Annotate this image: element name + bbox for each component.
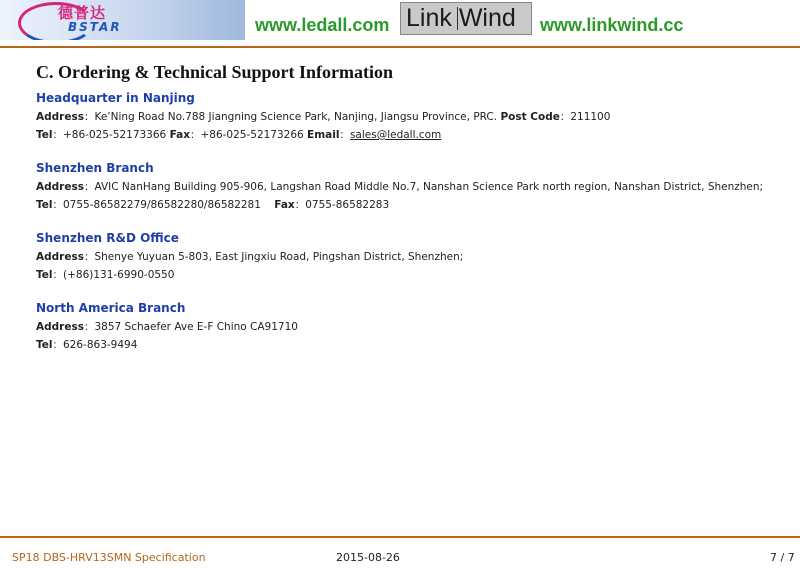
address-label: Address (36, 181, 84, 193)
contact-line (36, 266, 463, 284)
tel-value: ：+86-025-52173366 (52, 129, 170, 141)
fax-label: Fax (169, 129, 190, 141)
contact-line (36, 126, 610, 144)
section-heading: North America Branch (36, 301, 186, 315)
fax-value: ：0755-86582283 (294, 199, 390, 211)
footer-divider (0, 536, 800, 538)
tel-label: Tel (36, 199, 53, 211)
website-linkwind[interactable]: www.linkwind.cc (540, 15, 684, 35)
section-heading: Shenzhen R&D Office (36, 231, 179, 245)
tel-label: Tel (36, 339, 53, 351)
contact-line (36, 336, 298, 354)
logo-english-text: BSTAR (68, 20, 122, 34)
website-ledall[interactable]: www.ledall.com (255, 15, 390, 35)
linkwind-logo (400, 2, 532, 35)
address-label: Address (36, 251, 84, 263)
address-line (36, 178, 763, 196)
contact-line (36, 196, 763, 214)
address-line (36, 108, 610, 126)
email-label: Email (307, 129, 340, 141)
postcode-label: Post Code (500, 111, 560, 123)
header-divider (0, 46, 800, 48)
postcode-value: ：211100 (559, 111, 611, 123)
linkwind-logo-wind: Wind (458, 4, 516, 32)
email-separator: ： (339, 129, 350, 141)
page-header (0, 0, 800, 46)
address-line (36, 248, 463, 266)
address-label: Address (36, 111, 84, 123)
address-value: ：AVIC NanHang Building 905-906, Langshan Road Middle No.7, Nanshan Science Park north region, Nanshan District, Shenzhen; (83, 181, 764, 193)
tel-label: Tel (36, 129, 53, 141)
fax-label: Fax (274, 199, 295, 211)
page-title: C. Ordering & Technical Support Information (36, 62, 394, 82)
fax-value: ：+86-025-52173266 (189, 129, 308, 141)
section-heading: Shenzhen Branch (36, 161, 154, 175)
tel-value: ：(+86)131-6990-0550 (52, 269, 175, 281)
tel-value: ：0755-86582279/86582280/86582281 (52, 199, 275, 211)
email-link[interactable]: sales@ledall.com (349, 129, 442, 141)
footer-page-number: 7 / 7 (770, 551, 795, 564)
section-shenzhen-rd-office (36, 230, 463, 284)
tel-label: Tel (36, 269, 53, 281)
section-shenzhen-branch (36, 160, 763, 214)
address-value: ：3857 Schaefer Ave E-F Chino CA91710 (83, 321, 298, 333)
address-value: ：Ke’Ning Road No.788 Jiangning Science Park, Nanjing, Jiangsu Province, PRC. (83, 111, 501, 123)
footer-date: 2015-08-26 (336, 551, 400, 564)
address-value: ：Shenye Yuyuan 5-803, East Jingxiu Road, Pingshan District, Shenzhen; (83, 251, 464, 263)
section-headquarter-nanjing (36, 90, 610, 144)
tel-value: ：626-863-9494 (52, 339, 138, 351)
bstar-logo (0, 0, 245, 40)
address-label: Address (36, 321, 84, 333)
section-north-america-branch (36, 300, 298, 354)
address-line (36, 318, 298, 336)
logo-chinese-text: 德普达 (58, 4, 107, 22)
footer-document-name: SP18 DBS-HRV13SMN Specification (12, 551, 206, 564)
linkwind-logo-link: Link (406, 4, 452, 32)
linkwind-separator (457, 7, 458, 30)
section-heading: Headquarter in Nanjing (36, 91, 195, 105)
